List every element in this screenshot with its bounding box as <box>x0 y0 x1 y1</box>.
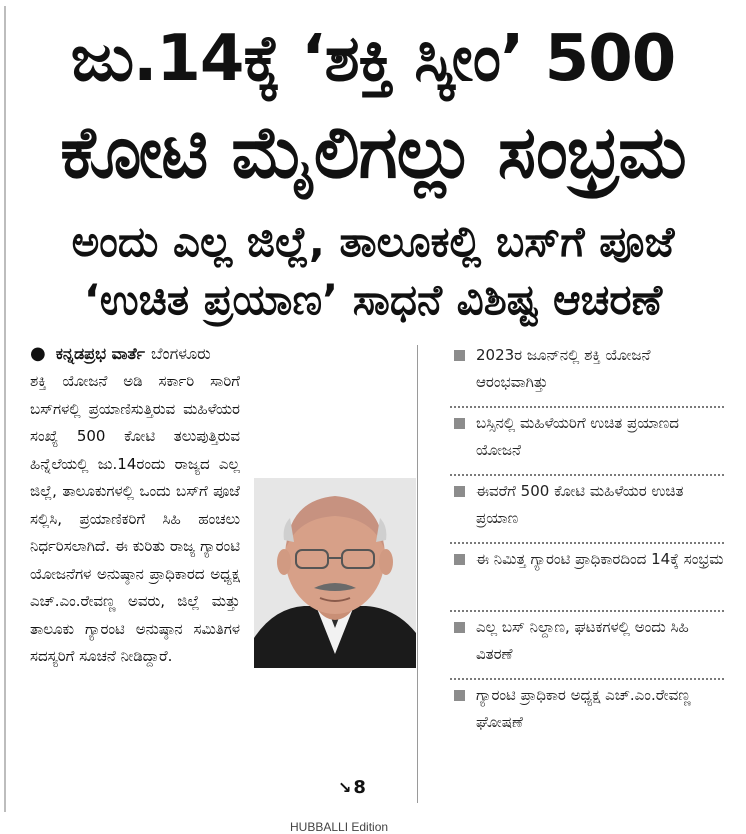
square-bullet-icon <box>454 554 465 565</box>
portrait-photo <box>254 478 416 668</box>
highlight-item <box>450 612 724 680</box>
highlights-list <box>450 340 724 748</box>
subheadline-line-1: ಅಂದು ಎಲ್ಲ ಜಿಲ್ಲೆ, ತಾಲೂಕಲ್ಲಿ ಬಸ್‌ಗೆ ಪೂಜೆ <box>71 217 675 266</box>
portrait-illustration <box>254 478 416 668</box>
highlight-item <box>450 476 724 544</box>
highlight-text: ಗ್ಯಾರಂಟಿ ಪ್ರಾಧಿಕಾರ ಅಧ್ಯಕ್ಷ ಎಚ್.ಎಂ.ರೇವಣ್ಣ ಘೋಷಣೆ <box>476 686 691 731</box>
byline-bullet: ● <box>30 343 46 364</box>
edition-label: HUBBALLI Edition <box>290 820 389 834</box>
square-bullet-icon <box>454 350 465 361</box>
continued-on-page <box>338 776 366 800</box>
column-divider <box>417 345 418 803</box>
headline-line-2: ಕೋಟಿ ಮೈಲಿಗಲ್ಲು ಸಂಭ್ರಮ <box>60 110 686 194</box>
square-bullet-icon <box>454 418 465 429</box>
byline-city: ಬೆಂಗಳೂರು <box>150 344 211 363</box>
highlight-text: ಎಲ್ಲ ಬಸ್ ನಿಲ್ದಾಣ, ಘಟಕಗಳಲ್ಲಿ ಅಂದು ಸಿಹಿ ವಿತರಣೆ <box>476 618 689 663</box>
continued-arrow-icon: ↘ <box>338 778 352 797</box>
highlight-text: 2023ರ ಜೂನ್‌ನಲ್ಲಿ ಶಕ್ತಿ ಯೋಜನೆ ಆರಂಭವಾಗಿತ್ತು <box>476 346 651 391</box>
highlight-text: ಬಸ್ಸಿನಲ್ಲಿ ಮಹಿಳೆಯರಿಗೆ ಉಚಿತ ಪ್ರಯಾಣದ ಯೋಜನೆ <box>476 414 679 459</box>
continued-page-number: 8 <box>353 777 366 798</box>
square-bullet-icon <box>454 690 465 701</box>
highlight-text: ಈ ನಿಮಿತ್ತ ಗ್ಯಾರಂಟಿ ಪ್ರಾಧಿಕಾರದಿಂದ 14ಕ್ಕೆ ಸಂಭ್ರಮ <box>476 550 724 568</box>
headline-line-1: ಜು.14ಕ್ಕೆ ‘ಶಕ್ತಿ ಸ್ಕೀಂ’ 500 <box>70 22 676 96</box>
highlight-item <box>450 408 724 476</box>
highlight-item <box>450 680 724 748</box>
left-column-rule <box>4 6 6 812</box>
highlight-item <box>450 544 724 612</box>
square-bullet-icon <box>454 622 465 633</box>
highlight-item <box>450 340 724 408</box>
subheadline-line-2: ‘ಉಚಿತ ಪ್ರಯಾಣ’ ಸಾಧನೆ ವಿಶಿಷ್ಟ ಆಚರಣೆ <box>83 275 663 324</box>
byline <box>30 340 410 368</box>
byline-source: ಕನ್ನಡಪ್ರಭ ವಾರ್ತೆ <box>55 344 145 363</box>
square-bullet-icon <box>454 486 465 497</box>
article-body: ಶಕ್ತಿ ಯೋಜನೆ ಅಡಿ ಸರ್ಕಾರಿ ಸಾರಿಗೆ ಬಸ್‌ಗಳಲ್ಲಿ ಪ್ರಯಾಣಿಸುತ್ತಿರುವ ಮಹಿಳೆಯರ ಸಂಖ್ಯೆ 500 ಕೋಟಿ ತಲುಪುತ್ತಿರುವ ಹಿನ್ನೆಲೆಯಲ್ಲಿ ಜು.14ರಂದು ರಾಜ್ಯದ ಎಲ್ಲ ಜಿಲ್ಲೆ, ತಾಲೂಕುಗಳಲ್ಲಿ ಒಂದು ಬಸ್‌ಗೆ ಪೂಜೆ ಸಲ್ಲಿಸಿ, ಪ್ರಯಾಣಿಕರಿಗೆ ಸಿಹಿ ಹಂಚಲು ನಿರ್ಧರಿಸಲಾಗಿದೆ. ಈ ಕುರಿತು ರಾಜ್ಯ ಗ್ಯಾರಂಟಿ ಯೋಜನೆಗಳ ಅನುಷ್ಠಾನ ಪ್ರಾಧಿಕಾರದ ಅಧ್ಯಕ್ಷ ಎಚ್.ಎಂ.ರೇವಣ್ಣ ಅವರು, ಜಿಲ್ಲೆ ಮತ್ತು ತಾಲೂಕು ಗ್ಯಾರಂಟಿ ಅನುಷ್ಠಾನ ಸಮಿತಿಗಳ ಸದಸ್ಯರಿಗೆ ಸೂಚನೆ ನೀಡಿದ್ದಾರೆ. <box>30 372 240 665</box>
highlight-text: ಈವರೆಗೆ 500 ಕೋಟಿ ಮಹಿಳೆಯರ ಉಚಿತ ಪ್ರಯಾಣ <box>476 482 684 527</box>
